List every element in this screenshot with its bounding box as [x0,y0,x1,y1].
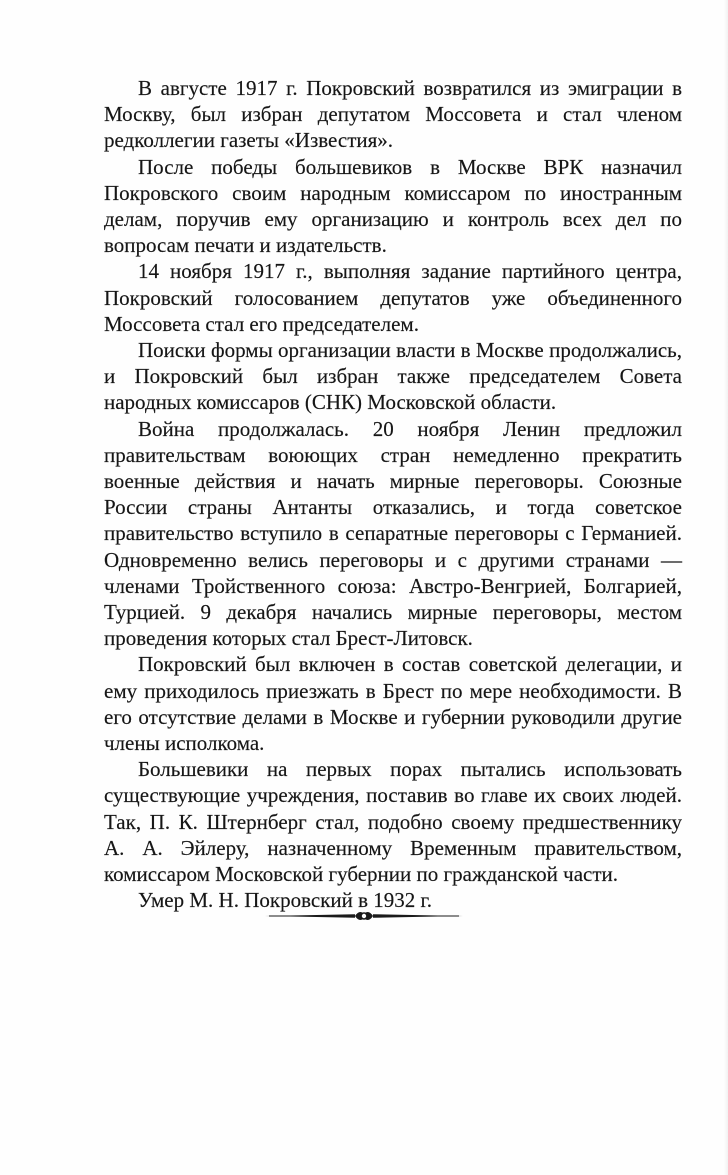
paragraph: Большевики на первых порах пытались использовать существующие учреждения, поставив во главе их своих людей. Так, П. К. Штернберг стал, подобно своему предшественнику А. А. Эйлеру, назначенному Временным правительством, комиссаром Московской губернии по гражданской части. [104,757,682,887]
paragraph: 14 ноября 1917 г., выполняя задание партийного центра, Покровский голосованием депутатов уже объединенного Моссовета стал его председателем. [104,259,682,336]
paragraph: Война продолжалась. 20 ноября Ленин предложил правительствам воюющих стран немедленно прекратить военные действия и начать мирные переговоры. Союзные России страны Антанты отказались, и тогда советское правительство вступило в сепаратные переговоры с Германией. Одновременно велись переговоры и с другими странами — членами Тройственного союза: Австро-Венгрией, Болгарией, Турцией. 9 декабря начались мирные переговоры, местом проведения которых стал Брест-Литовск. [104,416,682,651]
paragraph: После победы большевиков в Москве ВРК назначил Покровского своим народным комиссаром по иностранным делам, поручив ему организацию и контроль всех дел по вопросам печати и издательств. [104,154,682,258]
page-edge-shadow [724,0,728,1175]
paragraph: В августе 1917 г. Покровский возвратился из эмиграции в Москву, был избран депутатом Моссовета и стал членом редколлегии газеты «Известия». [104,76,682,153]
paragraph: Умер М. Н. Покровский в 1932 г. [138,888,433,913]
body-text [104,75,682,914]
paragraph: Поиски формы организации власти в Москве продолжались, и Покровский был избран также председателем Совета народных комиссаров (СНК) Московской области. [104,338,682,415]
paragraph: Покровский был включен в состав советской делегации, и ему приходилось приезжать в Брест по мере необходимости. В его отсутствие делами в Москве и губернии руководили другие члены исполкома. [104,652,682,756]
section-end-ornament [263,905,465,927]
